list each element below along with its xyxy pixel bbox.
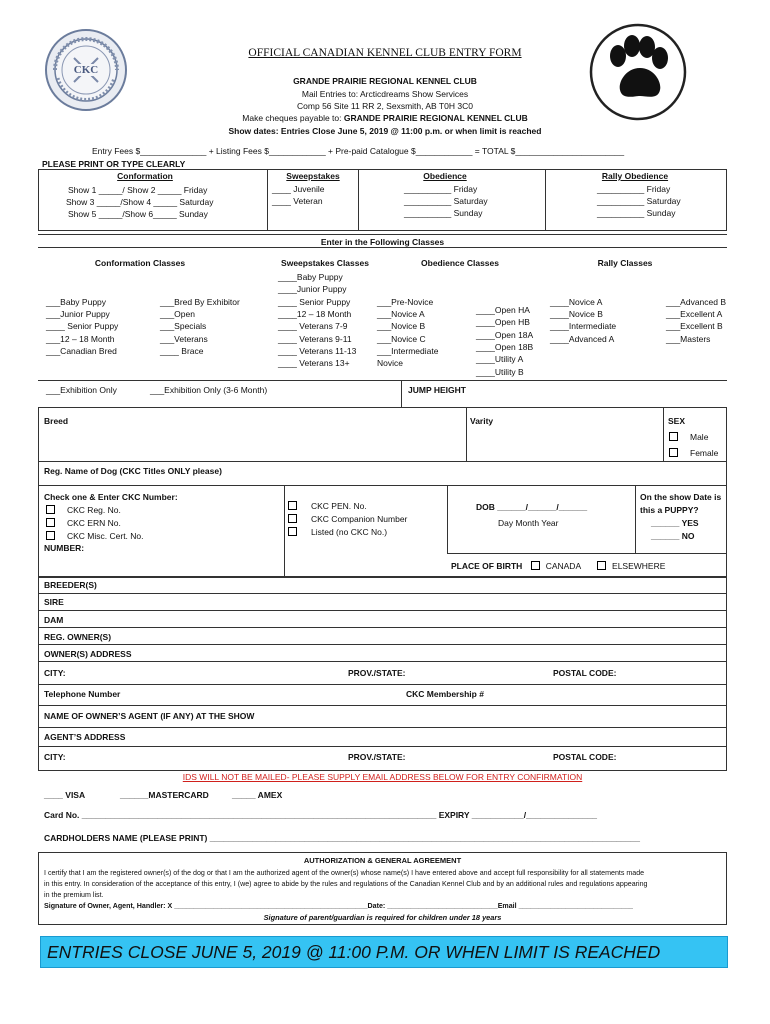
cheques-payee: GRANDE PRAIRIE REGIONAL KENNEL CLUB xyxy=(343,113,528,123)
agreement-line: in this entry. In consideration of the acceptance of this entry, I (we) agree to abide by the rules and regulations of the Canadian Kennel Club and by an additional rules and regulations appearing xyxy=(44,880,648,888)
ckc-option-label: CKC Misc. Cert. No. xyxy=(67,531,144,541)
cheques-line xyxy=(180,113,590,123)
class-option[interactable]: ____Open HB xyxy=(476,317,530,327)
class-option[interactable]: ____Utility A xyxy=(476,354,524,364)
card-number-field[interactable]: Card No. ___________________________________________________________________________ EXPIRY ___________/_______________ xyxy=(44,810,598,820)
place-of-birth-label: PLACE OF BIRTH xyxy=(451,561,523,571)
class-option[interactable]: ____Open 18B xyxy=(476,342,534,352)
print-note: PLEASE PRINT OR TYPE CLEARLY xyxy=(42,159,186,169)
ckc-option[interactable] xyxy=(288,514,407,524)
ckc-option-label: CKC Reg. No. xyxy=(67,505,121,515)
ckc-option[interactable] xyxy=(46,505,121,515)
sex-label: SEX xyxy=(668,416,686,426)
breed-label[interactable]: Breed xyxy=(44,416,69,426)
ckc-membership-field[interactable]: CKC Membership # xyxy=(406,689,484,699)
dob-field[interactable]: DOB ______/______/______ xyxy=(476,502,588,512)
puppy-question-1: On the show Date is xyxy=(640,492,722,502)
agent-prov-field[interactable]: PROV./STATE: xyxy=(348,752,406,762)
checkbox-icon xyxy=(46,518,55,527)
class-option[interactable]: ____Novice A xyxy=(550,297,603,307)
sweepstakes-heading: Sweepstakes xyxy=(286,171,340,181)
class-option[interactable]: ___Excellent A xyxy=(666,309,723,319)
female-label: Female xyxy=(690,448,719,458)
ckc-seal-logo xyxy=(44,28,128,112)
visa-option[interactable]: ____ VISA xyxy=(44,790,86,800)
variety-label[interactable]: Varity xyxy=(470,416,494,426)
exhibition-only-3-6[interactable]: ___Exhibition Only (3-6 Month) xyxy=(150,385,268,395)
class-option[interactable]: ___Pre-Novice xyxy=(377,297,434,307)
signature-line[interactable]: Signature of Owner, Agent, Handler: X _________________________________________________Date: ____________________________Email _____________________________ xyxy=(44,902,633,910)
checkbox-icon xyxy=(288,527,297,536)
ckc-option[interactable] xyxy=(46,531,144,541)
agreement-line: I certify that I am the registered owner(s) of the dog or that I am the authorized agent of the owner(s) whose name(s) I have entered above and accept full responsibility for all statements made xyxy=(44,869,645,877)
fees-line: Entry Fees $______________ + Listing Fees $____________ + Pre-paid Catalogue $____________ = TOTAL $_______________________ xyxy=(92,146,625,156)
class-option[interactable]: ___Open xyxy=(160,309,195,319)
ckc-option[interactable] xyxy=(46,518,121,528)
prov-field[interactable]: PROV./STATE: xyxy=(348,668,406,678)
class-option[interactable]: ___Advanced B xyxy=(666,297,727,307)
class-option[interactable]: ___Veterans xyxy=(160,334,208,344)
obedience-day-line[interactable]: __________ Saturday xyxy=(404,196,488,206)
reg-name-label[interactable]: Reg. Name of Dog (CKC Titles ONLY please) xyxy=(44,466,222,476)
entries-close-banner xyxy=(40,936,728,968)
male-label: Male xyxy=(690,432,709,442)
place-of-birth xyxy=(451,561,665,571)
conformation-line[interactable]: Show 3 _____/Show 4 _____ Saturday xyxy=(66,197,214,207)
dob-parts: Day Month Year xyxy=(498,518,559,528)
class-option[interactable]: ____Intermediate xyxy=(550,321,617,331)
class-option[interactable]: ____Open 18A xyxy=(476,330,534,340)
agent-address-field[interactable]: AGENT’S ADDRESS xyxy=(44,732,126,742)
checkbox-icon xyxy=(288,514,297,523)
banner-text: ENTRIES CLOSE JUNE 5, 2019 @ 11:00 P.M. OR WHEN LIMIT IS REACHED xyxy=(47,942,661,962)
classes-heading: Enter in the Following Classes xyxy=(320,237,445,247)
class-option[interactable]: ____ Veterans 11-13 xyxy=(278,346,357,356)
checkbox-icon xyxy=(46,505,55,514)
ckc-option-label: CKC PEN. No. xyxy=(311,501,367,511)
class-option[interactable]: ____Utility B xyxy=(476,367,524,377)
class-option[interactable]: ____ Senior Puppy xyxy=(46,321,119,331)
city-field[interactable]: CITY: xyxy=(44,668,66,678)
sweepstakes-day-line[interactable]: ____ Juvenile xyxy=(272,184,325,194)
class-option[interactable]: ____ Brace xyxy=(160,346,204,356)
sweepstakes-classes-heading: Sweepstakes Classes xyxy=(281,258,369,268)
class-option[interactable]: ____ Veterans 13+ xyxy=(278,358,350,368)
agent-postal-field[interactable]: POSTAL CODE: xyxy=(553,752,617,762)
checkbox-icon xyxy=(597,561,606,570)
breeder-field[interactable]: BREEDER(S) xyxy=(44,580,97,590)
conformation-line[interactable]: Show 5 _____/Show 6_____ Sunday xyxy=(68,209,208,219)
ckc-option[interactable] xyxy=(288,527,387,537)
elsewhere-label: ELSEWHERE xyxy=(612,561,666,571)
rally-classes-heading: Rally Classes xyxy=(597,258,653,268)
class-option[interactable]: ____Junior Puppy xyxy=(278,284,347,294)
guardian-note: Signature of parent/guardian is required for children under 18 years xyxy=(263,913,502,922)
seal-monogram: CKC xyxy=(73,64,99,76)
form-title: OFFICIAL CANADIAN KENNEL CLUB ENTRY FORM xyxy=(248,47,522,59)
class-option[interactable]: ____Baby Puppy xyxy=(278,272,343,282)
sweepstakes-day-line[interactable]: ____ Veteran xyxy=(272,196,323,206)
agent-name-field[interactable]: NAME OF OWNER’S AGENT (IF ANY) AT THE SHOW xyxy=(44,711,255,721)
class-option[interactable]: ___Canadian Bred xyxy=(46,346,117,356)
dam-field[interactable]: DAM xyxy=(44,615,64,625)
agreement-heading: AUTHORIZATION & GENERAL AGREEMENT xyxy=(303,856,462,865)
class-option[interactable]: ___Masters xyxy=(666,334,711,344)
sire-field[interactable]: SIRE xyxy=(44,597,64,607)
class-option[interactable]: ____Open HA xyxy=(476,305,530,315)
cardholder-name-field[interactable]: CARDHOLDERS NAME (PLEASE PRINT) ___________________________________________________________________________________________ xyxy=(44,833,640,843)
reg-owner-field[interactable]: REG. OWNER(S) xyxy=(44,632,112,642)
checkbox-icon xyxy=(669,448,678,457)
class-option[interactable]: ___Specials xyxy=(160,321,207,331)
class-option: Novice xyxy=(377,358,403,368)
class-option[interactable]: ____ Veterans 9-11 xyxy=(278,334,352,344)
obedience-day-line[interactable]: __________ Sunday xyxy=(404,208,483,218)
ckc-option-label: CKC ERN No. xyxy=(67,518,121,528)
checkbox-icon xyxy=(288,501,297,510)
mastercard-option[interactable]: ______MASTERCARD xyxy=(120,790,209,800)
class-option[interactable]: ____Novice B xyxy=(550,309,603,319)
ckc-option-label: Listed (no CKC No.) xyxy=(311,527,388,537)
mail-address: Comp 56 Site 11 RR 2, Sexsmith, AB T0H 3C0 xyxy=(297,101,473,111)
class-option[interactable]: ____Advanced A xyxy=(550,334,615,344)
conformation-line[interactable]: Show 1 _____/ Show 2 _____ Friday xyxy=(68,185,208,195)
conformation-classes-heading: Conformation Classes xyxy=(94,258,186,268)
class-option[interactable]: ____12 – 18 Month xyxy=(278,309,352,319)
checkbox-icon xyxy=(46,531,55,540)
class-option[interactable]: ____ Veterans 7-9 xyxy=(278,321,348,331)
exhibition-only[interactable]: ___Exhibition Only xyxy=(46,385,117,395)
obedience-classes-heading: Obedience Classes xyxy=(421,258,499,268)
email-notice: IDS WILL NOT BE MAILED- PLEASE SUPPLY EMAIL ADDRESS BELOW FOR ENTRY CONFIRMATION xyxy=(182,772,583,782)
class-option[interactable]: ___Novice C xyxy=(377,334,426,344)
class-option[interactable]: ___Excellent B xyxy=(666,321,723,331)
birth-elsewhere-option[interactable] xyxy=(597,561,665,571)
obedience-day-line[interactable]: __________ Friday xyxy=(404,184,478,194)
puppy-yes[interactable]: ______ YES xyxy=(651,518,699,528)
agreement-line: in the premium list. xyxy=(44,891,104,899)
puppy-question-2: this a PUPPY? xyxy=(640,505,699,515)
jump-height[interactable]: JUMP HEIGHT xyxy=(408,385,466,395)
class-option[interactable]: ___Intermediate xyxy=(377,346,439,356)
obedience-heading: Obedience xyxy=(423,171,467,181)
ckc-option[interactable] xyxy=(288,501,367,511)
class-option[interactable]: ___Novice A xyxy=(377,309,425,319)
agent-city-field[interactable]: CITY: xyxy=(44,752,66,762)
show-dates: Show dates: Entries Close June 5, 2019 @ 11:00 p.m. or when limit is reached xyxy=(228,126,542,136)
class-option[interactable]: ___Baby Puppy xyxy=(46,297,107,307)
checkbox-icon xyxy=(669,432,678,441)
canada-label: CANADA xyxy=(545,561,581,571)
class-option[interactable]: ___Novice B xyxy=(377,321,426,331)
conformation-heading: Conformation xyxy=(117,171,173,181)
postal-field[interactable]: POSTAL CODE: xyxy=(553,668,617,678)
puppy-no[interactable]: ______ NO xyxy=(651,531,695,541)
ckc-number-label[interactable]: NUMBER: xyxy=(44,543,85,553)
ckc-heading: Check one & Enter CKC Number: xyxy=(44,492,178,502)
club-name: GRANDE PRAIRIE REGIONAL KENNEL CLUB xyxy=(293,76,477,86)
class-option[interactable]: ___12 – 18 Month xyxy=(46,334,115,344)
cheques-prefix: Make cheques payable to: xyxy=(242,113,344,123)
class-option[interactable]: ____ Senior Puppy xyxy=(278,297,351,307)
telephone-field[interactable]: Telephone Number xyxy=(44,689,121,699)
rally-heading: Rally Obedience xyxy=(601,171,669,181)
rally-day-line[interactable]: __________ Sunday xyxy=(597,208,676,218)
birth-canada-option[interactable] xyxy=(531,561,581,571)
paw-print-logo xyxy=(588,22,688,122)
owner-address-field[interactable]: OWNER(S) ADDRESS xyxy=(44,649,132,659)
ckc-option-label: CKC Companion Number xyxy=(311,514,408,524)
class-option[interactable]: ___Bred By Exhibitor xyxy=(160,297,240,307)
class-option[interactable]: ___Junior Puppy xyxy=(46,309,110,319)
rally-day-line[interactable]: __________ Friday xyxy=(597,184,671,194)
sex-male-option[interactable] xyxy=(669,432,708,442)
sex-female-option[interactable] xyxy=(669,448,718,458)
mail-to: Mail Entries to: Arcticdreams Show Services xyxy=(301,89,469,99)
amex-option[interactable]: _____ AMEX xyxy=(232,790,283,800)
checkbox-icon xyxy=(531,561,540,570)
rally-day-line[interactable]: __________ Saturday xyxy=(597,196,681,206)
